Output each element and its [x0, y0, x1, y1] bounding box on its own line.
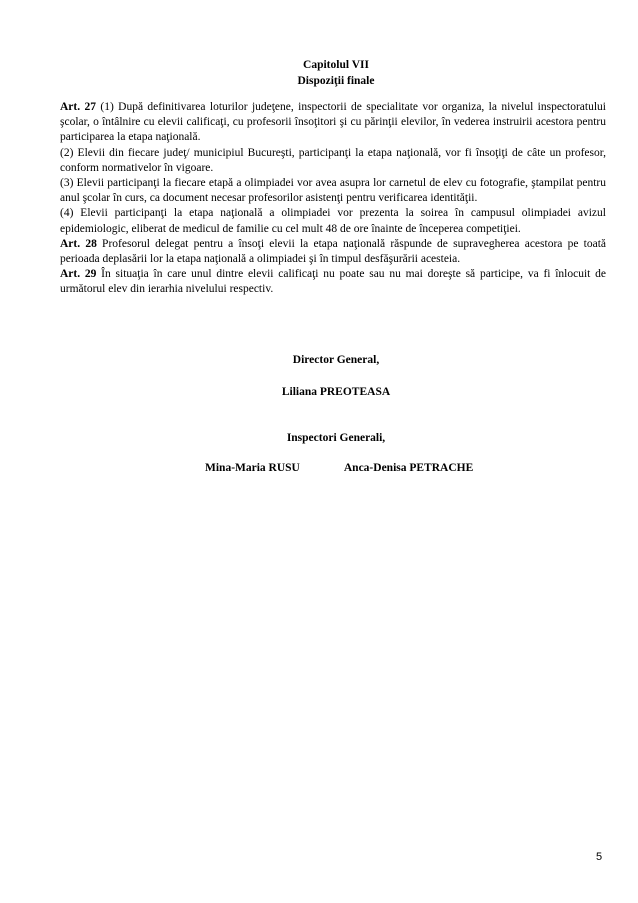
article-27-text-1: (1) După definitivarea loturilor judeţene, inspectorii de specialitate vor organiza, la nivelul inspectoratului şcolar, o întâlnire cu elevii calificaţi, cu profesorii însoţitori şi cu părinţii elevilor, în vederea instruirii acestora pentru participarea la etapa naţională. [60, 101, 606, 144]
chapter-heading [0, 57, 638, 89]
chapter-number: Capitolul VII [303, 59, 369, 71]
director-title: Director General, [292, 354, 380, 366]
article-27-paragraph-2: (2) Elevii din fiecare judeţ/ municipiul Bucureşti, participanţi la etapa naţională, vor fi însoţiţi de câte un profesor, conform normativelor în vigoare. [60, 146, 606, 174]
inspectors-title: Inspectori Generali, [286, 432, 386, 444]
article-28-label: Art. 28 [60, 237, 97, 250]
article-29-text: În situaţia în care unul dintre elevii calificaţi nu poate sau nu mai doreşte să participe, va fi înlocuit de următorul elev din ierarhia nivelului respectiv. [60, 268, 606, 296]
inspector-name-2: Anca-Denisa PETRACHE [343, 462, 474, 474]
director-name: Liliana PREOTEASA [281, 386, 391, 398]
articles-body [60, 100, 606, 298]
article-27-label: Art. 27 [60, 101, 96, 113]
article-27-paragraph-3: (3) Elevii participanţi la fiecare etapă a olimpiadei vor avea asupra lor carnetul de elev cu fotografie, ştampilat pentru anul şcolar în curs, ca document necesar profesorilor asistenţi pentru verificarea identităţii. [60, 177, 606, 205]
article-27-paragraph-4: (4) Elevii participanţi la etapa naţională a olimpiadei vor prezenta la soirea în campusul olimpiadei avizul epidemiologic, eliberat de medicul de familie cu cel mult 48 de ore înainte de începerea competiţiei. [60, 207, 606, 235]
inspector-names [205, 460, 473, 476]
chapter-title: Dispoziţii finale [297, 75, 375, 87]
article-28-text: Profesorul delegat pentru a însoţi elevii la etapa naţională răspunde de supravegherea acestora pe toată perioada deplasării lor la etapa naţională a olimpiadei şi în timpul desfăşurării acesteia. [60, 237, 606, 266]
article-29-paragraph [60, 267, 606, 297]
page-number: 5 [596, 851, 603, 863]
article-29-label: Art. 29 [60, 268, 97, 281]
article-28-paragraph [60, 237, 606, 267]
inspector-name-1: Mina-Maria RUSU [205, 462, 300, 474]
article-27-paragraph-1 [60, 100, 606, 146]
